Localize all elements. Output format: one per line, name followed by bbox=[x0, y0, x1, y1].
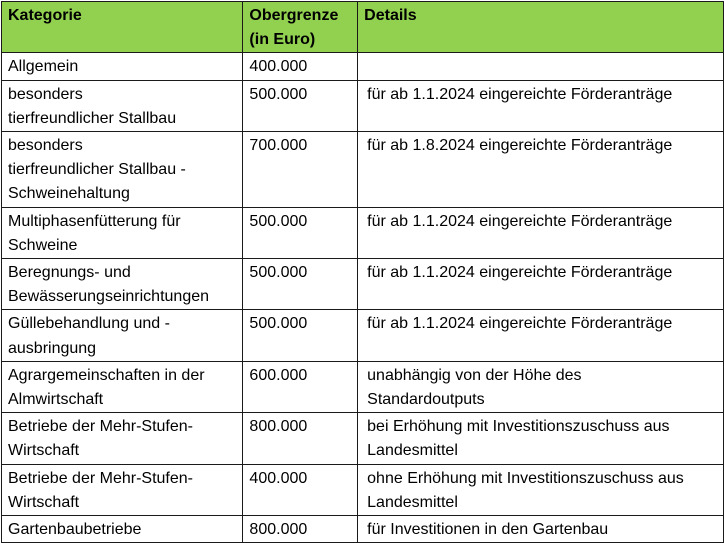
cell-details: bei Erhöhung mit Investitionszuschuss aus Landesmittel bbox=[358, 413, 724, 464]
cell-obergrenze: 500.000 bbox=[243, 207, 358, 258]
cell-kategorie: Güllebehandlung und - ausbringung bbox=[2, 310, 243, 361]
header-row bbox=[2, 2, 724, 53]
cell-details: für ab 1.8.2024 eingereichte Förderanträge bbox=[358, 132, 724, 208]
cell-obergrenze: 600.000 bbox=[243, 361, 358, 412]
cell-details: für ab 1.1.2024 eingereichte Förderanträge bbox=[358, 207, 724, 258]
cell-details: für Investitionen in den Gartenbau bbox=[358, 516, 724, 543]
cell-obergrenze: 800.000 bbox=[243, 516, 358, 543]
table-row bbox=[2, 361, 724, 412]
cell-obergrenze: 500.000 bbox=[243, 259, 358, 310]
cell-details bbox=[358, 53, 724, 80]
table-row bbox=[2, 259, 724, 310]
cell-details: für ab 1.1.2024 eingereichte Förderanträge bbox=[358, 310, 724, 361]
table-row bbox=[2, 80, 724, 131]
cell-kategorie: Betriebe der Mehr-Stufen- Wirtschaft bbox=[2, 464, 243, 515]
cell-obergrenze: 400.000 bbox=[243, 464, 358, 515]
table-body bbox=[2, 53, 724, 543]
cell-obergrenze: 500.000 bbox=[243, 310, 358, 361]
cell-obergrenze: 700.000 bbox=[243, 132, 358, 208]
cell-kategorie: besonders tierfreundlicher Stallbau - Schweinehaltung bbox=[2, 132, 243, 208]
cell-kategorie: Agrargemeinschaften in der Almwirtschaft bbox=[2, 361, 243, 412]
header-details: Details bbox=[358, 2, 724, 53]
cell-kategorie: Multiphasenfütterung für Schweine bbox=[2, 207, 243, 258]
table-row bbox=[2, 516, 724, 543]
table-row bbox=[2, 413, 724, 464]
cell-details: für ab 1.1.2024 eingereichte Förderanträge bbox=[358, 80, 724, 131]
cell-details: unabhängig von der Höhe des Standardoutputs bbox=[358, 361, 724, 412]
header-obergrenze: Obergrenze (in Euro) bbox=[243, 2, 358, 53]
table-row bbox=[2, 53, 724, 80]
cell-kategorie: Beregnungs- und Bewässerungseinrichtungen bbox=[2, 259, 243, 310]
header-kategorie: Kategorie bbox=[2, 2, 243, 53]
cell-kategorie: Allgemein bbox=[2, 53, 243, 80]
cell-kategorie: Gartenbaubetriebe bbox=[2, 516, 243, 543]
cell-kategorie: besonders tierfreundlicher Stallbau bbox=[2, 80, 243, 131]
table-header bbox=[2, 2, 724, 53]
cell-details: für ab 1.1.2024 eingereichte Förderanträge bbox=[358, 259, 724, 310]
table-row bbox=[2, 207, 724, 258]
cell-details: ohne Erhöhung mit Investitionszuschuss aus Landesmittel bbox=[358, 464, 724, 515]
table-row bbox=[2, 464, 724, 515]
funding-limits-table bbox=[1, 1, 724, 543]
cell-obergrenze: 500.000 bbox=[243, 80, 358, 131]
table-row bbox=[2, 310, 724, 361]
table-row bbox=[2, 132, 724, 208]
cell-obergrenze: 800.000 bbox=[243, 413, 358, 464]
cell-obergrenze: 400.000 bbox=[243, 53, 358, 80]
cell-kategorie: Betriebe der Mehr-Stufen- Wirtschaft bbox=[2, 413, 243, 464]
